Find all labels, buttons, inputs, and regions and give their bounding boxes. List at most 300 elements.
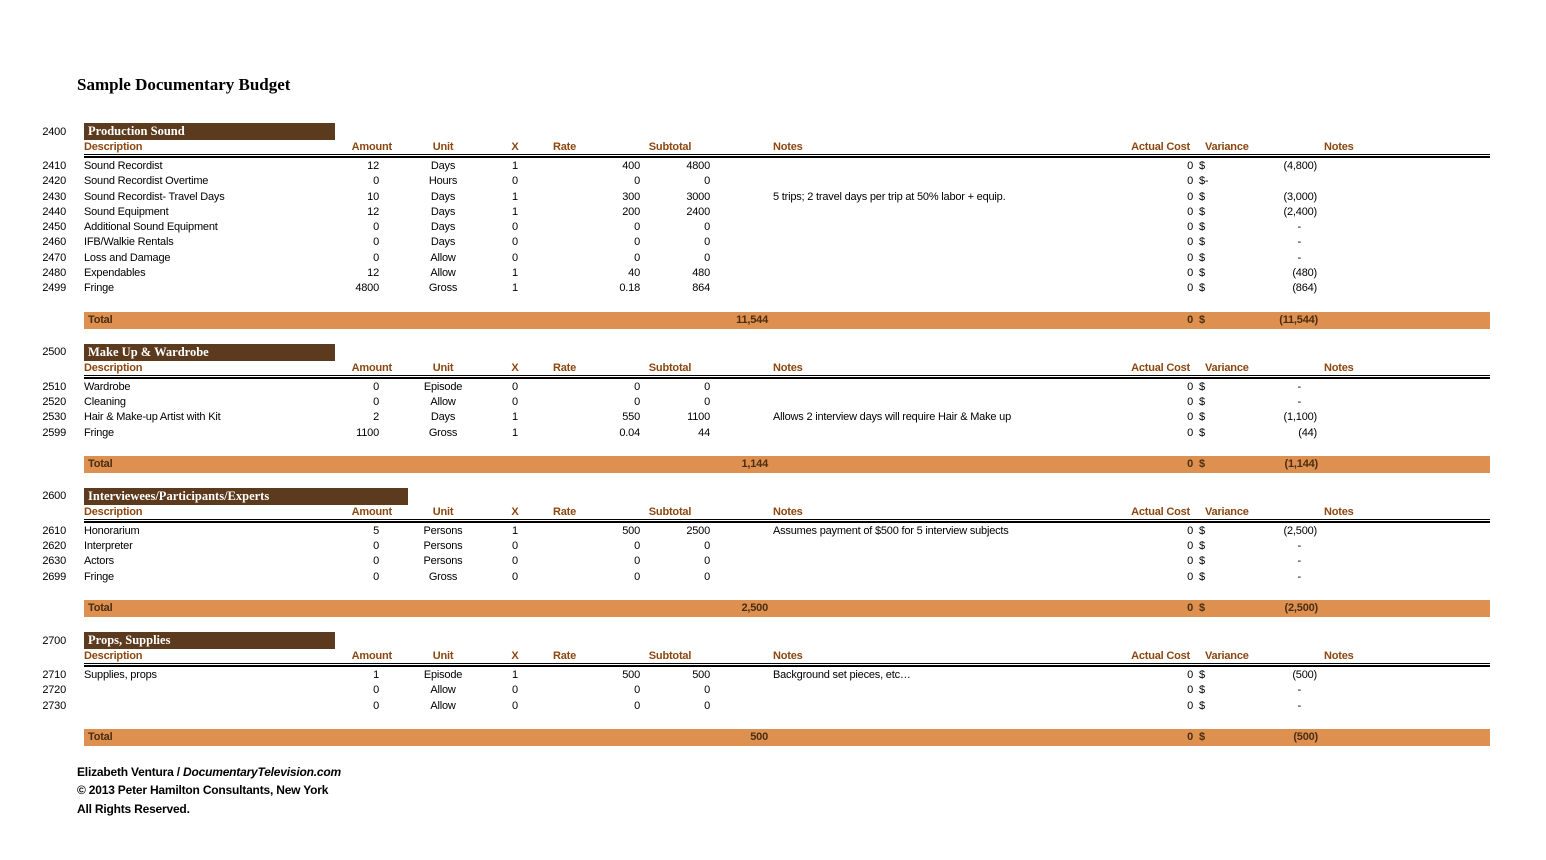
col-header-subtotal: Subtotal: [648, 505, 692, 518]
row-unit: Persons: [423, 540, 463, 553]
row-actual-cost: 0: [1187, 669, 1193, 682]
total-subtotal-value: 11,544: [736, 313, 768, 326]
section-title: Interviewees/Participants/Experts: [84, 488, 408, 505]
row-description: Hair & Make-up Artist with Kit: [84, 411, 221, 424]
currency-symbol: $: [1199, 426, 1205, 439]
footer-credit-line: [77, 763, 1546, 782]
row-unit: Persons: [423, 524, 463, 537]
row-notes-2: [1318, 159, 1490, 174]
row-variance: [1199, 683, 1318, 698]
variance-amount: -: [1297, 570, 1301, 583]
row-amount: 1: [373, 669, 379, 682]
row-notes-2: [1318, 395, 1490, 410]
col-header-unit: Unit: [432, 141, 454, 153]
row-notes: [773, 174, 1130, 189]
row-subtotal: 2500: [686, 524, 710, 537]
row-subtotal: 0: [704, 380, 710, 393]
row-account-number: 2510: [42, 380, 66, 393]
row-account-number: 2460: [42, 236, 66, 249]
variance-amount: (1,100): [1283, 411, 1317, 424]
row-rate: 0: [634, 570, 640, 583]
budget-line-row: [0, 380, 1546, 395]
row-notes: [773, 220, 1130, 235]
budget-line-row: [0, 235, 1546, 250]
row-unit: Hours: [428, 175, 458, 188]
budget-section: [0, 123, 1546, 329]
total-currency-symbol: $: [1199, 457, 1205, 470]
total-subtotal-value: 1,144: [741, 457, 768, 470]
budget-line-row: [0, 205, 1546, 220]
row-notes: [773, 205, 1130, 220]
section-account-number: 2400: [42, 125, 66, 138]
col-header-notes-2: Notes: [1324, 361, 1354, 374]
row-actual-cost: 0: [1187, 267, 1193, 280]
row-rate: 0: [634, 221, 640, 234]
row-account-number: 2410: [42, 160, 66, 172]
row-variance: [1199, 159, 1318, 174]
row-x: 1: [512, 282, 518, 295]
currency-symbol: $: [1199, 205, 1205, 218]
budget-section: [0, 488, 1546, 617]
row-variance: [1199, 395, 1318, 410]
budget-line-row: [0, 570, 1546, 585]
row-rate: 0: [634, 684, 640, 697]
row-account-number: 2610: [42, 524, 66, 537]
row-x: 0: [512, 699, 518, 712]
row-unit: Days: [430, 160, 456, 172]
row-actual-cost: 0: [1187, 380, 1193, 393]
variance-amount: (480): [1292, 267, 1317, 280]
total-currency-symbol: $: [1199, 313, 1205, 326]
total-variance-value: (11,544): [1279, 313, 1318, 326]
row-amount: 4800: [355, 282, 379, 295]
header-rule: [84, 521, 1490, 523]
row-x: 0: [512, 570, 518, 583]
row-notes: [773, 426, 1130, 441]
row-amount: 0: [373, 540, 379, 553]
row-unit: Episode: [423, 380, 463, 393]
row-unit: Days: [430, 236, 456, 249]
row-description: Wardrobe: [84, 380, 131, 393]
row-notes-2: [1318, 174, 1490, 189]
currency-symbol: $: [1199, 669, 1205, 682]
col-header-actual-cost: Actual Cost: [1131, 141, 1190, 153]
budget-line-row: [0, 426, 1546, 441]
section-title: Production Sound: [84, 123, 335, 140]
total-variance-value: (2,500): [1284, 602, 1318, 615]
budget-section: [0, 344, 1546, 473]
currency-symbol: $: [1199, 570, 1205, 583]
budget-line-row: [0, 668, 1546, 683]
footer-rights: All Rights Reserved.: [77, 801, 190, 816]
total-subtotal-value: 2,500: [741, 602, 768, 615]
header-rule: [84, 156, 1490, 158]
row-description: Fringe: [84, 570, 114, 583]
currency-symbol: $: [1199, 282, 1205, 295]
col-header-description: Description: [84, 505, 143, 518]
row-amount: 0: [373, 221, 379, 234]
row-notes: [773, 539, 1130, 554]
currency-symbol: $: [1199, 699, 1205, 712]
row-unit: Days: [430, 411, 456, 424]
row-description: Interpreter: [84, 540, 133, 553]
col-header-actual-cost: Actual Cost: [1131, 505, 1190, 518]
section-header-row: [0, 344, 1546, 361]
row-rate: 0: [634, 555, 640, 568]
col-header-x: X: [511, 650, 519, 663]
row-variance: [1199, 554, 1318, 569]
total-variance-value: (500): [1293, 730, 1318, 743]
col-header-rate: Rate: [553, 361, 577, 374]
header-rule: [84, 377, 1490, 379]
col-header-amount: Amount: [351, 505, 392, 518]
row-subtotal: 500: [692, 669, 710, 682]
row-notes: [773, 266, 1130, 281]
col-header-variance: Variance: [1205, 650, 1249, 663]
col-header-notes: Notes: [773, 650, 803, 663]
row-unit: Allow: [430, 267, 456, 280]
variance-amount: -: [1297, 540, 1301, 553]
currency-symbol: $: [1199, 236, 1205, 249]
col-header-subtotal: Subtotal: [648, 650, 692, 663]
col-header-amount: Amount: [351, 650, 392, 663]
row-amount: 0: [373, 380, 379, 393]
row-actual-cost: 0: [1187, 524, 1193, 537]
row-notes-2: [1318, 205, 1490, 220]
col-header-notes: Notes: [773, 505, 803, 518]
currency-symbol: $: [1199, 411, 1205, 424]
col-header-notes: Notes: [773, 361, 803, 374]
row-actual-cost: 0: [1187, 540, 1193, 553]
row-variance: [1199, 174, 1318, 189]
col-header-amount: Amount: [351, 361, 392, 374]
currency-symbol: $: [1199, 555, 1205, 568]
row-subtotal: 0: [704, 699, 710, 712]
col-header-rate: Rate: [553, 505, 577, 518]
row-notes: [773, 380, 1130, 395]
row-notes-2: [1318, 380, 1490, 395]
row-rate: 0: [634, 699, 640, 712]
budget-section: [0, 632, 1546, 746]
row-notes-2: [1318, 235, 1490, 250]
row-amount: 10: [367, 190, 379, 203]
row-subtotal: 3000: [686, 190, 710, 203]
budget-line-row: [0, 410, 1546, 425]
row-account-number: 2599: [42, 426, 66, 439]
row-notes-2: [1318, 668, 1490, 683]
row-description: [84, 699, 340, 714]
row-subtotal: 0: [704, 684, 710, 697]
column-header-row: [84, 361, 1490, 376]
section-total-row: [84, 600, 1490, 617]
row-variance: [1199, 524, 1318, 539]
row-x: 1: [512, 190, 518, 203]
total-currency-symbol: $: [1199, 730, 1205, 743]
row-description: Sound Equipment: [84, 205, 169, 218]
column-header-row: [84, 649, 1490, 664]
section-account-number: 2700: [42, 634, 66, 647]
section-total-row: [84, 456, 1490, 473]
footer-author: Elizabeth Ventura /: [77, 764, 184, 779]
row-x: 0: [512, 395, 518, 408]
row-amount: 12: [367, 205, 379, 218]
section-title: Props, Supplies: [84, 632, 335, 649]
row-subtotal: 1100: [687, 411, 710, 424]
row-variance: [1199, 668, 1318, 683]
row-amount: 0: [373, 555, 379, 568]
budget-sections: [0, 123, 1546, 746]
col-header-variance: Variance: [1205, 505, 1249, 518]
col-header-subtotal: Subtotal: [648, 361, 692, 374]
row-unit: Allow: [430, 684, 456, 697]
variance-amount: (500): [1292, 669, 1317, 682]
row-notes: [773, 235, 1130, 250]
row-rate: 0.18: [619, 282, 640, 295]
row-subtotal: 0: [704, 221, 710, 234]
variance-amount: -: [1297, 684, 1301, 697]
row-notes: 5 trips; 2 travel days per trip at 50% labor + equip.: [773, 190, 1006, 203]
budget-line-row: [0, 266, 1546, 281]
row-account-number: 2520: [42, 395, 66, 408]
variance-amount: (2,400): [1283, 205, 1317, 218]
row-subtotal: 2400: [686, 205, 710, 218]
row-unit: Allow: [430, 699, 456, 712]
currency-symbol: $-: [1199, 175, 1209, 188]
row-description: Honorarium: [84, 524, 140, 537]
budget-line-row: [0, 539, 1546, 554]
row-subtotal: 0: [704, 236, 710, 249]
row-notes-2: [1318, 426, 1490, 441]
row-description: Sound Recordist: [84, 160, 163, 172]
section-rows: [0, 524, 1546, 585]
row-x: 0: [512, 555, 518, 568]
col-header-notes-2: Notes: [1324, 650, 1354, 663]
row-account-number: 2720: [42, 684, 66, 697]
row-description: Fringe: [84, 426, 114, 439]
row-account-number: 2630: [42, 555, 66, 568]
row-subtotal: 0: [704, 251, 710, 264]
row-notes-2: [1318, 190, 1490, 205]
section-rows: [0, 668, 1546, 714]
row-account-number: 2450: [42, 221, 66, 234]
row-variance: [1199, 190, 1318, 205]
row-subtotal: 0: [704, 395, 710, 408]
currency-symbol: $: [1199, 221, 1205, 234]
row-x: 1: [512, 669, 518, 682]
row-amount: 0: [373, 251, 379, 264]
budget-line-row: [0, 220, 1546, 235]
row-description: IFB/Walkie Rentals: [84, 236, 174, 249]
row-description: Additional Sound Equipment: [84, 221, 218, 234]
row-account-number: 2499: [42, 282, 66, 295]
section-total-row: [84, 729, 1490, 746]
variance-amount: -: [1297, 221, 1301, 234]
row-unit: Gross: [428, 570, 458, 583]
header-rule: [84, 665, 1490, 667]
col-header-description: Description: [84, 650, 143, 663]
row-notes-2: [1318, 266, 1490, 281]
row-actual-cost: 0: [1187, 221, 1193, 234]
total-currency-symbol: $: [1199, 602, 1205, 615]
col-header-unit: Unit: [432, 361, 454, 374]
row-variance: [1199, 220, 1318, 235]
row-actual-cost: 0: [1187, 205, 1193, 218]
row-rate: 400: [622, 160, 640, 172]
total-label: Total: [88, 313, 113, 326]
row-actual-cost: 0: [1187, 282, 1193, 295]
row-actual-cost: 0: [1187, 251, 1193, 264]
row-variance: [1199, 570, 1318, 585]
row-unit: Days: [430, 205, 456, 218]
row-account-number: 2620: [42, 540, 66, 553]
row-rate: 0: [634, 251, 640, 264]
row-description: Actors: [84, 555, 114, 568]
row-account-number: 2730: [42, 699, 66, 712]
variance-amount: (44): [1298, 426, 1317, 439]
col-header-x: X: [511, 141, 519, 153]
row-description: Fringe: [84, 282, 114, 295]
total-actual-cost-value: 0: [1187, 457, 1193, 470]
col-header-rate: Rate: [553, 650, 577, 663]
budget-line-row: [0, 281, 1546, 296]
row-notes: [773, 554, 1130, 569]
row-account-number: 2699: [42, 570, 66, 583]
row-rate: 0: [634, 540, 640, 553]
row-subtotal: 4800: [686, 160, 710, 172]
total-label: Total: [88, 730, 113, 743]
row-account-number: 2530: [42, 411, 66, 424]
total-actual-cost-value: 0: [1187, 313, 1193, 326]
row-rate: 550: [622, 411, 640, 424]
row-notes-2: [1318, 220, 1490, 235]
variance-amount: -: [1297, 699, 1301, 712]
row-notes: Assumes payment of $500 for 5 interview subjects: [773, 524, 1009, 537]
row-variance: [1199, 410, 1318, 425]
column-header-row: [84, 505, 1490, 520]
variance-amount: -: [1297, 395, 1301, 408]
column-header-row: [84, 140, 1490, 155]
budget-line-row: [0, 683, 1546, 698]
row-variance: [1199, 251, 1318, 266]
col-header-description: Description: [84, 141, 143, 153]
row-unit: Gross: [428, 282, 458, 295]
row-actual-cost: 0: [1187, 190, 1193, 203]
row-description: Sound Recordist Overtime: [84, 175, 209, 188]
row-account-number: 2440: [42, 205, 66, 218]
budget-line-row: [0, 699, 1546, 714]
row-rate: 0: [634, 380, 640, 393]
row-variance: [1199, 235, 1318, 250]
currency-symbol: $: [1199, 684, 1205, 697]
col-header-actual-cost: Actual Cost: [1131, 361, 1190, 374]
footer: [77, 763, 1546, 819]
col-header-notes-2: Notes: [1324, 505, 1354, 518]
row-amount: 12: [367, 160, 379, 172]
row-account-number: 2480: [42, 267, 66, 280]
row-notes: [773, 281, 1130, 296]
section-header-row: [0, 488, 1546, 505]
row-rate: 0: [634, 236, 640, 249]
row-description: Expendables: [84, 267, 146, 280]
row-actual-cost: 0: [1187, 236, 1193, 249]
row-rate: 0: [634, 175, 640, 188]
row-rate: 200: [622, 205, 640, 218]
row-actual-cost: 0: [1187, 160, 1193, 172]
row-notes: [773, 683, 1130, 698]
currency-symbol: $: [1199, 395, 1205, 408]
total-variance-value: (1,144): [1284, 457, 1318, 470]
row-rate: 0.04: [619, 426, 640, 439]
row-amount: 0: [373, 684, 379, 697]
col-header-subtotal: Subtotal: [648, 141, 692, 153]
row-actual-cost: 0: [1187, 395, 1193, 408]
budget-line-row: [0, 190, 1546, 205]
total-actual-cost-value: 0: [1187, 730, 1193, 743]
col-header-notes: Notes: [773, 141, 803, 153]
budget-line-row: [0, 554, 1546, 569]
total-label: Total: [88, 602, 113, 615]
row-notes-2: [1318, 281, 1490, 296]
variance-amount: (2,500): [1283, 524, 1317, 537]
row-actual-cost: 0: [1187, 555, 1193, 568]
row-rate: 300: [622, 190, 640, 203]
row-rate: 0: [634, 395, 640, 408]
row-notes: [773, 159, 1130, 174]
row-subtotal: 0: [704, 555, 710, 568]
section-header-row: [0, 123, 1546, 140]
row-unit: Episode: [423, 669, 463, 682]
row-notes-2: [1318, 570, 1490, 585]
budget-line-row: [0, 159, 1546, 174]
section-header-row: [0, 632, 1546, 649]
budget-line-row: [0, 395, 1546, 410]
variance-amount: -: [1297, 380, 1301, 393]
row-amount: 12: [367, 267, 379, 280]
currency-symbol: $: [1199, 160, 1205, 172]
row-subtotal: 0: [704, 540, 710, 553]
col-header-x: X: [511, 505, 519, 518]
footer-website: DocumentaryTelevision.com: [183, 764, 341, 779]
row-notes-2: [1318, 699, 1490, 714]
col-header-variance: Variance: [1205, 361, 1249, 374]
row-x: 0: [512, 540, 518, 553]
col-header-actual-cost: Actual Cost: [1131, 650, 1190, 663]
section-account-number: 2500: [42, 346, 66, 359]
currency-symbol: $: [1199, 251, 1205, 264]
currency-symbol: $: [1199, 190, 1205, 203]
page-title: Sample Documentary Budget: [77, 75, 291, 94]
row-x: 1: [512, 267, 518, 280]
row-notes-2: [1318, 554, 1490, 569]
row-variance: [1199, 426, 1318, 441]
currency-symbol: $: [1199, 524, 1205, 537]
row-description: Loss and Damage: [84, 251, 171, 264]
row-variance: [1199, 699, 1318, 714]
row-description: Supplies, props: [84, 669, 157, 682]
col-header-rate: Rate: [553, 141, 577, 153]
total-label: Total: [88, 457, 113, 470]
row-rate: 500: [622, 524, 640, 537]
row-subtotal: 0: [704, 570, 710, 583]
budget-line-row: [0, 251, 1546, 266]
row-unit: Days: [430, 190, 456, 203]
row-description: Sound Recordist- Travel Days: [84, 190, 225, 203]
footer-copyright: © 2013 Peter Hamilton Consultants, New York: [77, 783, 329, 798]
currency-symbol: $: [1199, 540, 1205, 553]
row-actual-cost: 0: [1187, 699, 1193, 712]
currency-symbol: $: [1199, 380, 1205, 393]
row-x: 1: [512, 524, 518, 537]
